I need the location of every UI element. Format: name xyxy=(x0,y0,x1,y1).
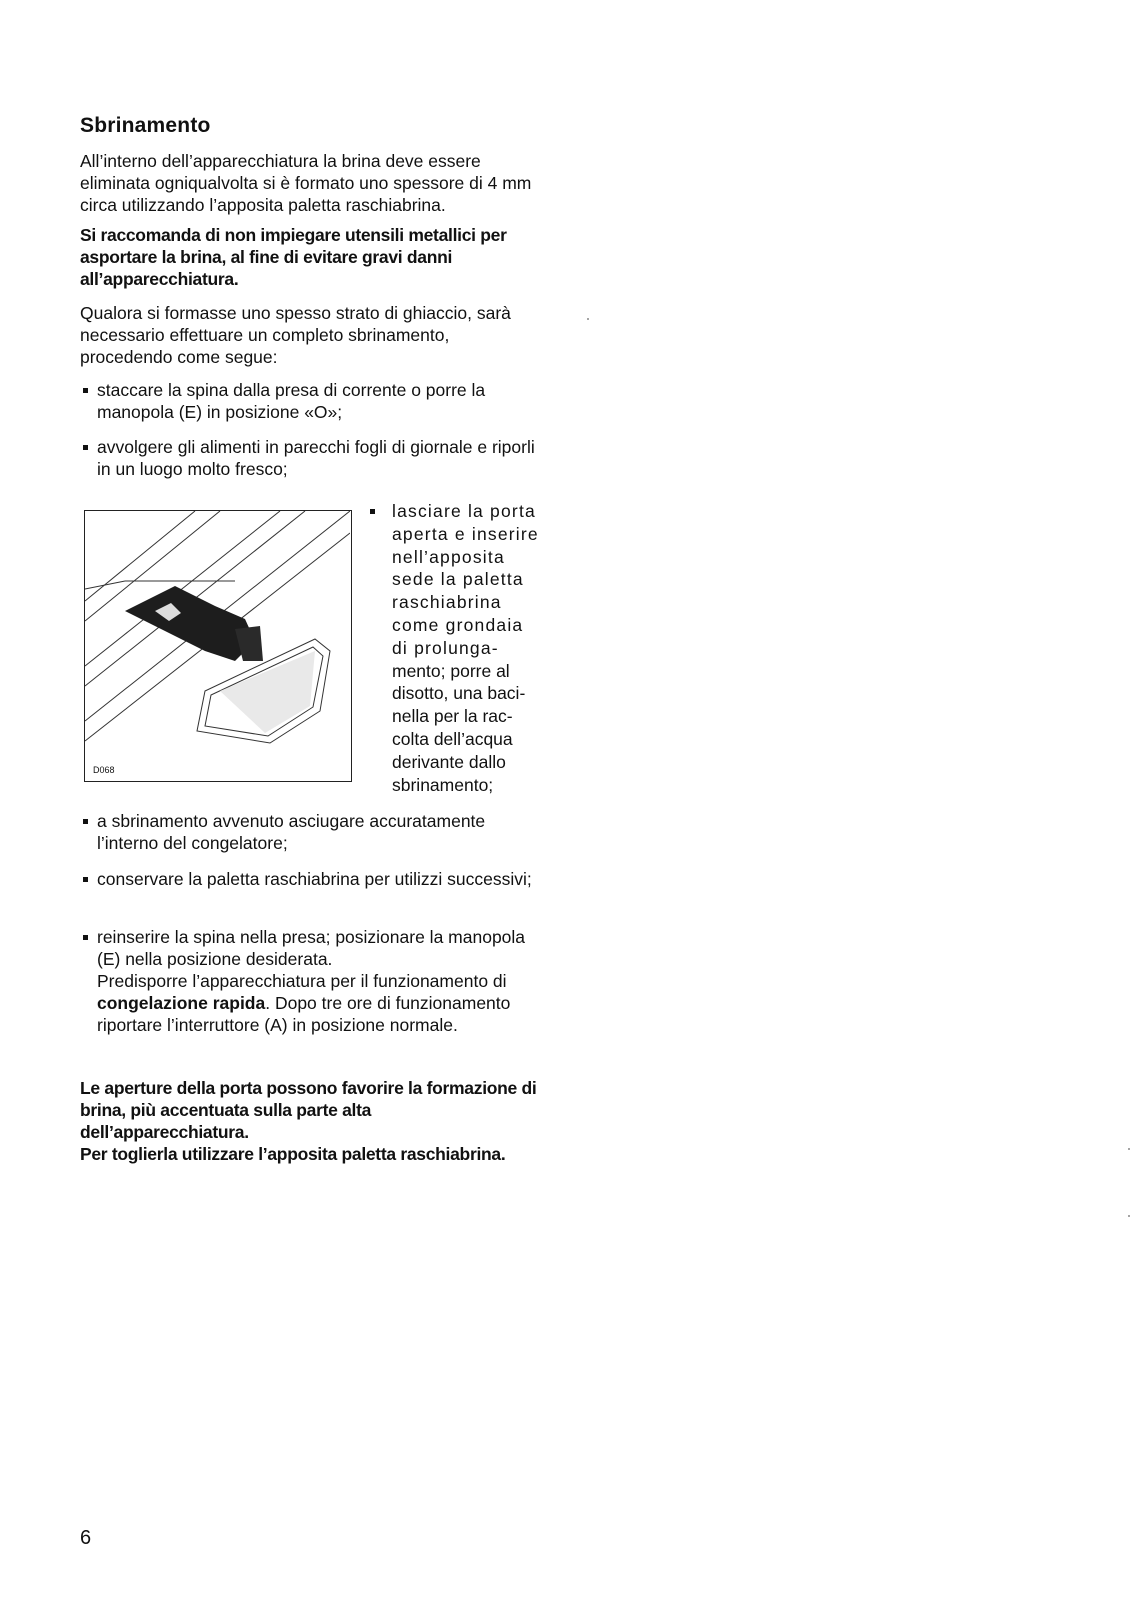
final-note: Le aperture della porta possono favorire la formazione di brina, più accentuata sulla parte alta dell’apparecchiatura. xyxy=(80,1078,537,1142)
scan-speck xyxy=(587,318,589,320)
step-line: nella per la rac- xyxy=(392,706,513,727)
step-line: disotto, una baci- xyxy=(392,683,526,704)
bullet-icon xyxy=(83,445,88,450)
intro-paragraph: All’interno dell’apparecchiatura la brina deve essere eliminata ogniqualvolta si è formato uno spessore di 4 mm circa utilizzando l’apposita paletta raschiabrina. xyxy=(80,151,532,215)
step-line: sbrinamento; xyxy=(392,774,494,795)
step-text-c: . Dopo tre ore di funzionamento riportare l’interruttore (A) in posizione normale. xyxy=(97,993,511,1035)
step-line: di prolunga- xyxy=(392,637,499,658)
step-text: a sbrinamento avvenuto asciugare accuratamente l’interno del congelatore; xyxy=(97,811,486,853)
step-line: come grondaia xyxy=(392,614,524,635)
bullet-icon xyxy=(83,935,88,940)
step-reconnect xyxy=(80,926,538,1036)
bullet-icon xyxy=(83,388,88,393)
scraper-drawing xyxy=(85,511,350,780)
bullet-icon xyxy=(83,877,88,882)
figure-code: D068 xyxy=(93,765,115,775)
final-note-2: Per toglierla utilizzare l’apposita paletta raschiabrina. xyxy=(80,1144,506,1164)
step-keep-scraper xyxy=(80,868,538,890)
section-heading: Sbrinamento xyxy=(80,114,211,137)
step-text: avvolgere gli alimenti in parecchi fogli di giornale e riporli in un luogo molto fresco; xyxy=(97,437,535,479)
step-unplug xyxy=(80,379,538,423)
step-dry-interior xyxy=(80,810,538,854)
step-insert-scraper xyxy=(368,500,540,796)
step-text: staccare la spina dalla presa di corrente o porre la manopola (E) in posizione «O»; xyxy=(97,380,486,422)
page-number: 6 xyxy=(80,1527,92,1549)
step-line: nell’apposita xyxy=(392,546,505,567)
procedure-lead: Qualora si formasse uno spesso strato di ghiaccio, sarà necessario effettuare un completo sbrinamento, procedendo come segue: xyxy=(80,303,511,367)
step-text xyxy=(392,500,540,796)
scan-speck xyxy=(1128,1148,1130,1150)
step-line: derivante dallo xyxy=(392,751,506,772)
scan-speck xyxy=(1128,1215,1130,1217)
step-line: lasciare la porta xyxy=(392,501,536,521)
step-text-b: Predisporre l’apparecchiatura per il funzionamento di xyxy=(97,971,507,991)
step-text-emphasis: congelazione rapida xyxy=(97,993,266,1013)
bullet-icon xyxy=(83,819,88,824)
step-wrap-food xyxy=(80,436,538,480)
step-line: raschiabrina xyxy=(392,592,502,613)
step-text-a: reinserire la spina nella presa; posizionare la manopola (E) nella posizione desiderata. xyxy=(97,927,526,969)
step-line: aperta e inserire xyxy=(392,523,539,544)
step-line: mento; porre al xyxy=(392,660,510,681)
step-text xyxy=(97,926,538,1036)
step-text: conservare la paletta raschiabrina per utilizzi successivi; xyxy=(97,869,532,889)
scraper-illustration xyxy=(84,510,352,782)
bullet-icon xyxy=(370,509,375,514)
warning-paragraph: Si raccomanda di non impiegare utensili metallici per asportare la brina, al fine di evitare gravi danni all’apparecchiatura. xyxy=(80,225,507,289)
step-line: colta dell’acqua xyxy=(392,728,513,749)
step-line: sede la paletta xyxy=(392,569,524,590)
